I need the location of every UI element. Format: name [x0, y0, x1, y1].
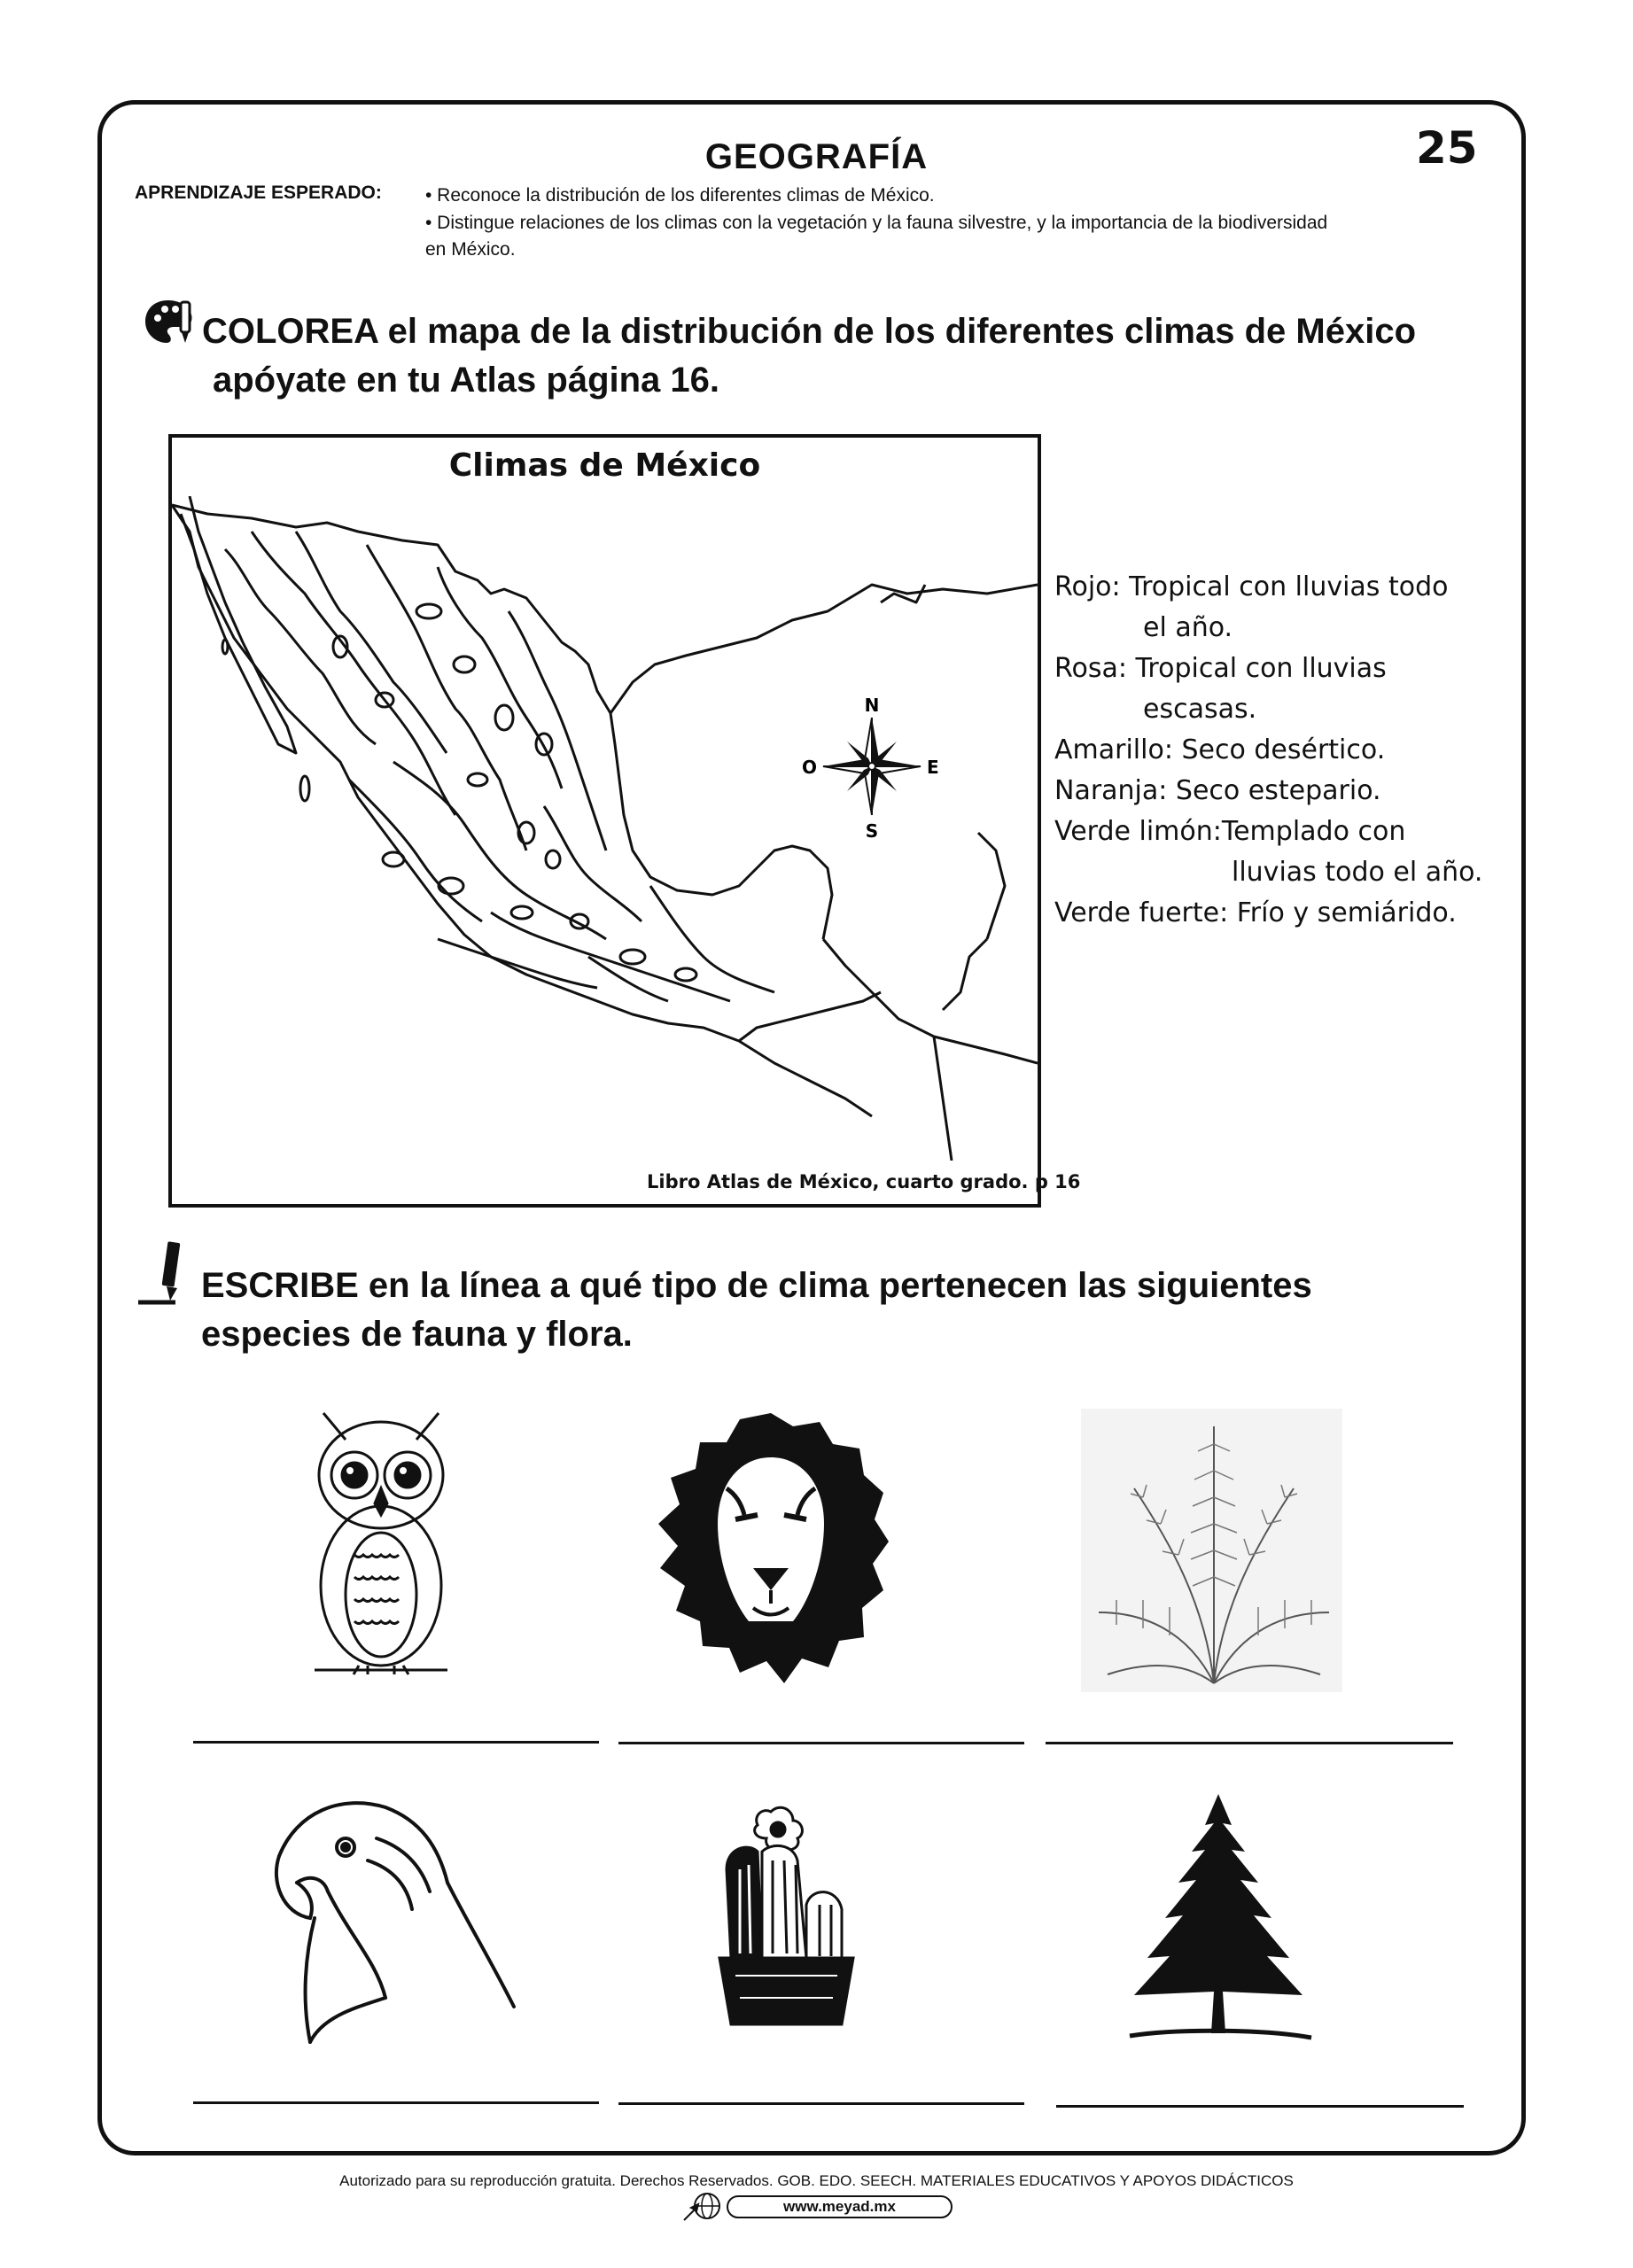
footer-copyright: Autorizado para su reproducción gratuita. Derechos Reservados. GOB. EDO. SEECH. MATERIALES EDUCATIVOS Y APOYOS DIDÁCTICOS — [339, 2172, 1294, 2189]
instruction-colorea: COLOREA el mapa de la distribución de los diferentes climas de México — [202, 312, 1416, 351]
legend-item-verde-fuerte: Verde fuerte: Frío y semiárido. — [1054, 897, 1457, 928]
answer-line[interactable] — [618, 2102, 1024, 2105]
legend-item-rosa-cont: escasas. — [1143, 694, 1257, 725]
aprendizaje-item: • Reconoce la distribución de los diferentes climas de México. — [425, 185, 935, 206]
legend-item-rojo: Rojo: Tropical con lluvias todo — [1054, 571, 1449, 602]
answer-line[interactable] — [1056, 2105, 1464, 2108]
parrot-icon — [261, 1785, 527, 2051]
climate-legend — [1054, 567, 1482, 934]
instruction-escribe: ESCRIBE en la línea a qué tipo de clima pertenecen las siguientes — [201, 1266, 1312, 1305]
answer-line[interactable] — [618, 1742, 1024, 1744]
footer-url[interactable]: www.meyad.mx — [727, 2195, 953, 2218]
instruction-colorea-cont: apóyate en tu Atlas página 16. — [213, 361, 720, 400]
legend-item-naranja: Naranja: Seco estepario. — [1054, 775, 1381, 806]
compass-s: S — [865, 820, 879, 842]
compass-e: E — [927, 757, 939, 778]
legend-item-verde-limon-cont: lluvias todo el año. — [1232, 857, 1483, 888]
owl-icon — [306, 1404, 456, 1688]
legend-item-verde-limon: Verde limón:Templado con — [1054, 816, 1406, 847]
cactus-icon — [709, 1798, 864, 2033]
compass-rose-icon — [802, 695, 939, 842]
compass-n: N — [864, 695, 880, 716]
legend-item-rojo-cont: el año. — [1143, 612, 1233, 643]
pencil-icon — [135, 1240, 190, 1308]
instruction-escribe-cont: especies de fauna y flora. — [201, 1315, 633, 1354]
palette-icon — [142, 297, 197, 346]
mexico-climate-map — [172, 496, 1038, 1161]
fern-icon — [1081, 1409, 1342, 1692]
answer-line[interactable] — [193, 1741, 599, 1744]
answer-line[interactable] — [193, 2101, 599, 2104]
globe-cursor-icon — [682, 2190, 727, 2222]
legend-item-rosa: Rosa: Tropical con lluvias — [1054, 653, 1387, 684]
aprendizaje-label: APRENDIZAJE ESPERADO: — [135, 183, 382, 203]
aprendizaje-item: • Distingue relaciones de los climas con la vegetación y la fauna silvestre, y la importancia de la biodiversidad en México. — [425, 213, 1328, 260]
lion-icon — [651, 1409, 890, 1692]
pine-tree-icon — [1112, 1790, 1325, 2047]
subject-title: GEOGRAFÍA — [704, 137, 929, 176]
compass-o: O — [801, 757, 817, 778]
legend-item-amarillo: Amarillo: Seco desértico. — [1054, 734, 1386, 765]
answer-line[interactable] — [1046, 1742, 1453, 1744]
map-source: Libro Atlas de México, cuarto grado. p 16 — [647, 1171, 1081, 1192]
page-number: 25 — [1416, 122, 1478, 174]
map-title: Climas de México — [448, 447, 761, 484]
